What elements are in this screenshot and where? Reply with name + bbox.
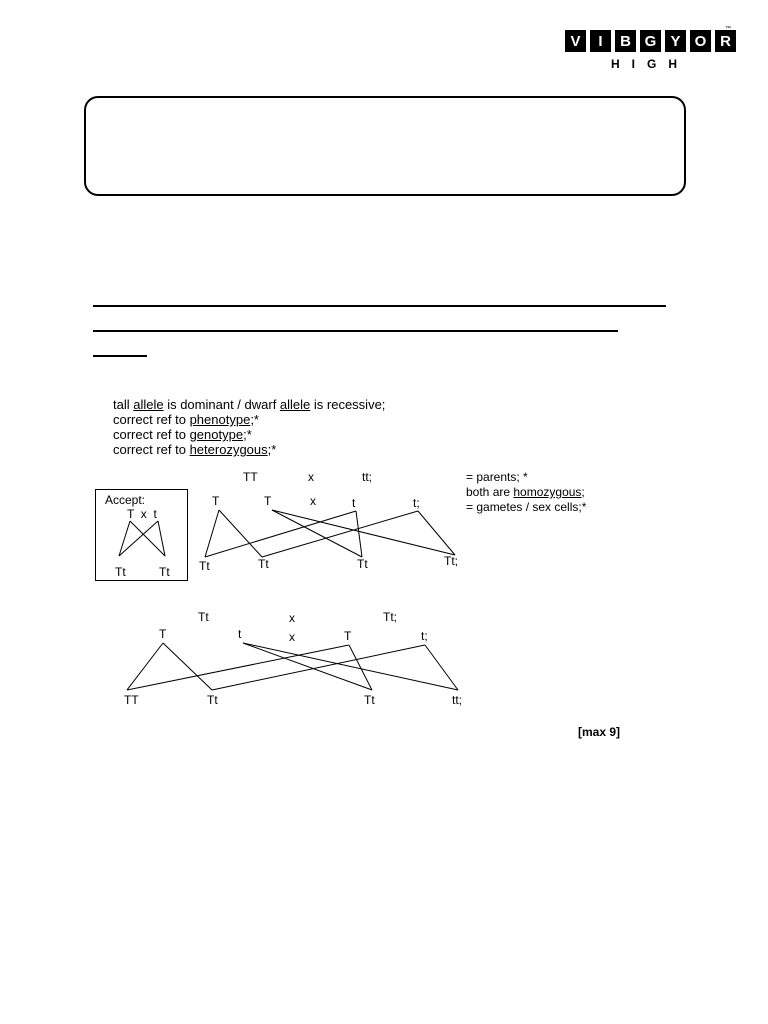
- cross1-line: [272, 510, 455, 555]
- accept-offspring: Tt: [159, 565, 170, 579]
- cross1-parent-right: tt;: [362, 470, 373, 484]
- underlined-term: phenotype: [189, 412, 251, 427]
- logo-letter: B: [615, 30, 636, 52]
- underlined-term: genotype: [189, 427, 244, 442]
- cross1-note-parents: = parents; *: [466, 470, 528, 484]
- cross2-gamete: T: [344, 629, 352, 643]
- underlined-term: homozygous: [513, 485, 582, 499]
- max-marks: [max 9]: [578, 725, 621, 739]
- logo-subtitle: HIGH: [611, 57, 689, 71]
- text: correct ref to: [113, 442, 190, 457]
- logo-trademark: ™: [725, 26, 731, 32]
- cross1-gamete-x: x: [310, 494, 316, 508]
- cross2-parent-right: Tt;: [383, 610, 397, 624]
- cross1-note-gametes: = gametes / sex cells;*: [466, 500, 587, 514]
- cross2-gamete-x: x: [289, 630, 295, 644]
- cross2-line: [212, 645, 425, 690]
- text: both are: [466, 485, 514, 499]
- cross2-offspring: tt;: [452, 693, 463, 707]
- cross1-gamete: t;: [413, 496, 420, 510]
- cross2-parent-left: Tt: [198, 610, 209, 624]
- text: correct ref to: [113, 427, 190, 442]
- cross1-gamete: T: [264, 494, 272, 508]
- logo-letter: O: [690, 30, 711, 52]
- logo-letter: Y: [665, 30, 686, 52]
- text: ;*: [250, 412, 259, 427]
- text: is recessive;: [310, 397, 386, 412]
- text: is dominant / dwarf: [163, 397, 280, 412]
- text: correct ref to: [113, 412, 190, 427]
- cross1-offspring: Tt: [357, 557, 368, 571]
- cross2-line: [243, 643, 458, 690]
- text: ;*: [243, 427, 252, 442]
- cross2-offspring: TT: [124, 693, 139, 707]
- text: ;: [581, 485, 585, 499]
- cross1-line: [262, 511, 418, 557]
- cross2-line: [127, 645, 349, 690]
- logo-letter: I: [590, 30, 611, 52]
- cross1-offspring: Tt: [199, 559, 210, 573]
- accept-title: Accept:: [105, 493, 146, 507]
- cross1-x: x: [308, 470, 314, 484]
- cross1-line: [205, 510, 219, 557]
- accept-offspring: Tt: [115, 565, 126, 579]
- cross2-line: [163, 643, 212, 690]
- cross2-line: [127, 643, 163, 690]
- underlined-term: heterozygous: [189, 442, 268, 457]
- cross1-gamete: T: [212, 494, 220, 508]
- logo-letter: G: [640, 30, 661, 52]
- cross2-offspring: Tt: [364, 693, 375, 707]
- cross1-gamete: t: [352, 496, 356, 510]
- underlined-term: allele: [133, 397, 164, 412]
- accept-gametes: T x t: [127, 507, 157, 521]
- logo-letter: R: [715, 30, 736, 52]
- cross1-line: [418, 511, 455, 555]
- logo-letter: V: [565, 30, 586, 52]
- cross1-parent-left: TT: [243, 470, 258, 484]
- cross2-gamete: t: [238, 627, 242, 641]
- cross2-offspring: Tt: [207, 693, 218, 707]
- cross1-line: [219, 510, 262, 557]
- cross1-line: [356, 511, 362, 557]
- cross2-gamete: t;: [421, 629, 428, 643]
- text: tall: [113, 397, 134, 412]
- cross2-line: [425, 645, 458, 690]
- text: ;*: [267, 442, 277, 457]
- cross1-offspring: Tt: [258, 557, 269, 571]
- cross2-x: x: [289, 611, 295, 625]
- cross2-gamete: T: [159, 627, 167, 641]
- underlined-term: allele: [279, 397, 311, 412]
- accept-line: [130, 521, 165, 556]
- cross1-line: [205, 511, 356, 557]
- cross1-offspring: Tt;: [444, 554, 458, 568]
